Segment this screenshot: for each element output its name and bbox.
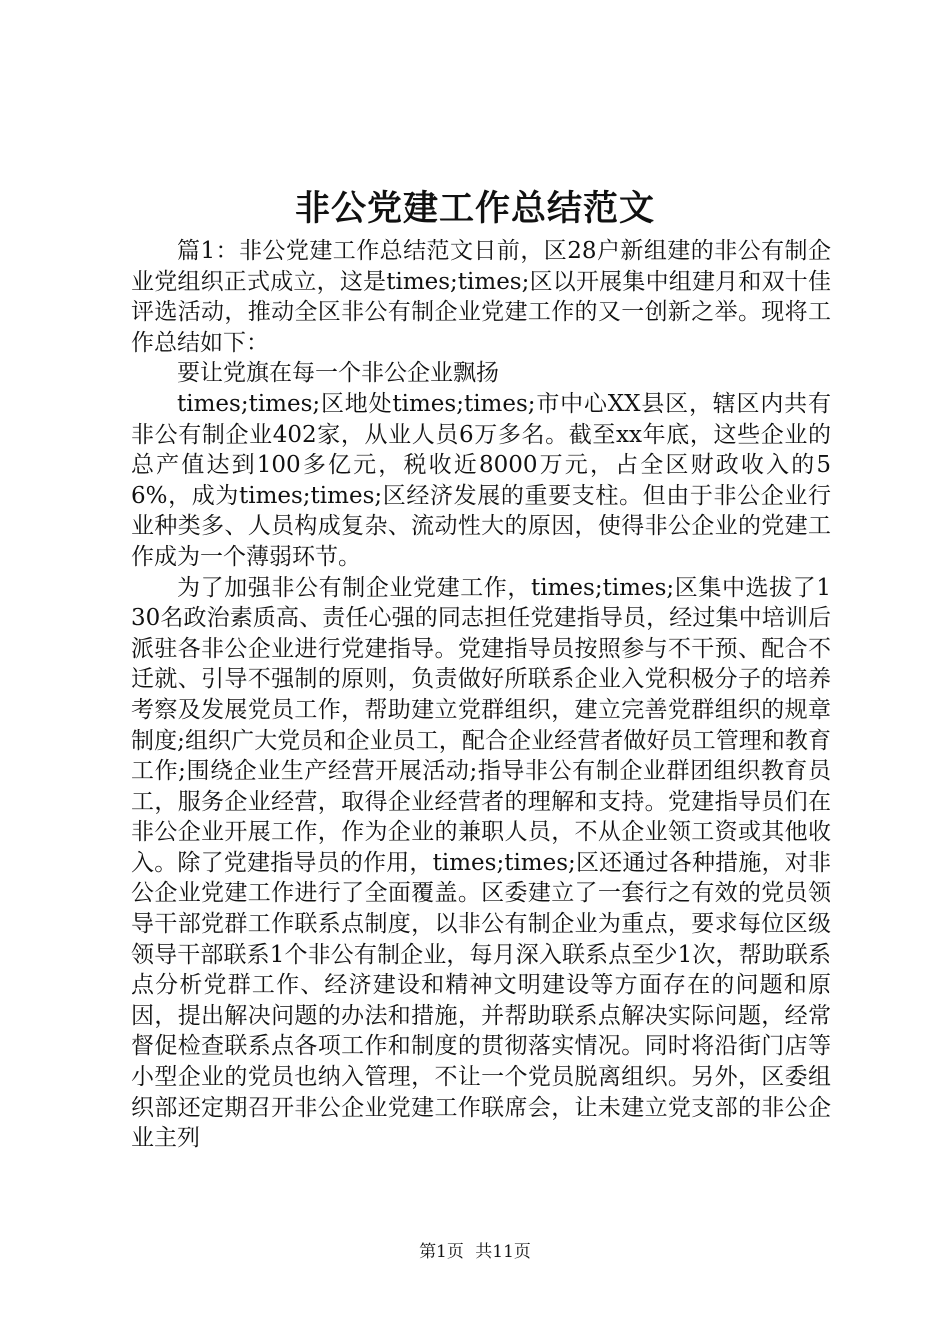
page-footer — [0, 1240, 950, 1264]
paragraph-measures: 为了加强非公有制企业党建工作，times;times;区集中选拔了130名政治素质高、责任心强的同志担任党建指导员，经过集中培训后派驻各非公企业进行党建指导。党建指导员按照参与不干预、配合不迁就、引导不强制的原则，负责做好所联系企业入党积极分子的培养考察及发展党员工作，帮助建立党群组织，建立完善党群组织的规章制度;组织广大党员和企业员工，配合企业经营者做好员工管理和教育工作;围绕企业生产经营开展活动;指导非公有制企业群团组织教育员工，服务企业经营，取得企业经营者的理解和支持。党建指导员们在非公企业开展工作，作为企业的兼职人员，不从企业领工资或其他收入。除了党建指导员的作用，times;times;区还通过各种措施，对非公企业党建工作进行了全面覆盖。区委建立了一套行之有效的党员领导干部党群工作联系点制度，以非公有制企业为重点，要求每位区级领导干部联系1个非公有制企业，每月深入联系点至少1次，帮助联系点分析党群工作、经济建设和精神文明建设等方面存在的问题和原因，提出解决问题的办法和措施，并帮助联系点解决实际问题，经常督促检查联系点各项工作和制度的贯彻落实情况。同时将沿街门店等小型企业的党员也纳入管理，不让一个党员脱离组织。另外，区委组织部还定期召开非公企业党建工作联席会，让未建立党支部的非公企业主列 — [131, 574, 831, 1152]
page-number: 第1页 — [419, 1242, 464, 1262]
paragraph-background: times;times;区地处times;times;市中心XX县区，辖区内共有非公有制企业402家，从业人员6万多名。截至xx年底，这些企业的总产值达到100多亿元，税收近8000万元，占全区财政收入的56%，成为times;times;区经济发展的重要支柱。但由于非公企业行业种类多、人员构成复杂、流动性大的原因，使得非公企业的党建工作成为一个薄弱环节。 — [131, 390, 831, 570]
paragraph-subheading: 要让党旗在每一个非公企业飘扬 — [177, 360, 499, 387]
paragraph-intro: 篇1：非公党建工作总结范文日前，区28户新组建的非公有制企业党组织正式成立，这是times;times;区以开展集中组建月和双十佳评选活动，推动全区非公有制企业党建工作的又一创新之举。现将工作总结如下： — [131, 238, 831, 356]
document-title: 非公党建工作总结范文 — [294, 188, 655, 229]
page-total: 共11页 — [475, 1242, 531, 1262]
document-body — [131, 236, 831, 1154]
